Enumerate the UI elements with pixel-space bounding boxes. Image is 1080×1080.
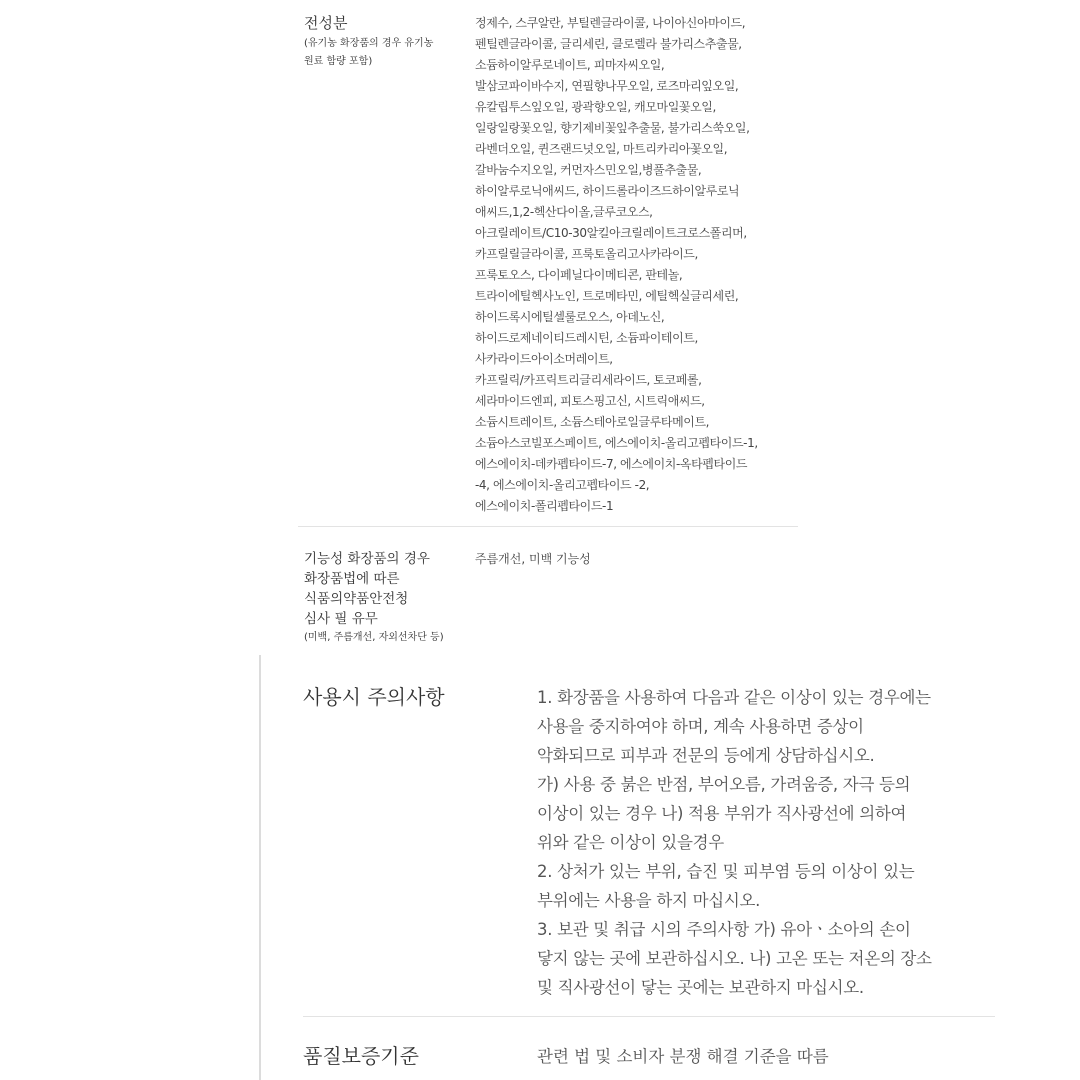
ingredients-subtitle-line-2: 원료 함량 포함)	[304, 56, 373, 67]
precautions-line: 가) 사용 중 붉은 반점, 부어오름, 가려움증, 자극 등의	[537, 775, 911, 794]
precautions-line: 부위에는 사용을 하지 마십시오.	[537, 891, 761, 910]
ingredients-line: 카프릴릴글라이콜, 프룩토올리고사카라이드,	[475, 247, 698, 261]
row-divider	[298, 526, 798, 527]
ingredients-line: 하이드록시에틸셀룰로오스, 아데노신,	[475, 310, 665, 324]
ingredients-line: 발삼코파이바수지, 연필향나무오일, 로즈마리잎오일,	[475, 79, 739, 93]
functional-label-line: 화장품법에 따른	[304, 571, 400, 587]
precautions-line: 악화되므로 피부과 전문의 등에게 상담하십시오.	[537, 746, 875, 765]
ingredients-line: 정제수, 스쿠알란, 부틸렌글라이콜, 나이아신아마이드,	[475, 16, 746, 30]
quality-label: 품질보증기준	[303, 1044, 419, 1068]
ingredients-title: 전성분	[304, 14, 348, 32]
precautions-line: 닿지 않는 곳에 보관하십시오. 나) 고온 또는 저온의 장소	[537, 949, 932, 968]
ingredients-line: 라벤더오일, 퀸즈랜드넛오일, 마트리카리아꽃오일,	[475, 142, 728, 156]
ingredients-line: 사카라이드아이소머레이트,	[475, 352, 613, 366]
ingredients-line: 아크릴레이트/C10-30알킬아크릴레이트크로스폴리머,	[475, 226, 747, 240]
quality-value: 관련 법 및 소비자 분쟁 해결 기준을 따름	[537, 1047, 829, 1066]
functional-label	[304, 549, 444, 646]
precautions-line: 1. 화장품을 사용하여 다음과 같은 이상이 있는 경우에는	[537, 688, 931, 707]
ingredients-line: 소듐시트레이트, 소듐스테아로일글루타메이트,	[475, 415, 710, 429]
ingredients-line: 세라마이드엔피, 피토스핑고신, 시트릭애씨드,	[475, 394, 705, 408]
ingredients-line: 일랑일랑꽃오일, 향기제비꽃잎추출물, 불가리스쑥오일,	[475, 121, 750, 135]
ingredients-label	[304, 12, 433, 70]
ingredients-line: -4, 에스에이치-올리고펩타이드 -2,	[475, 478, 650, 492]
ingredients-line: 소듐아스코빌포스페이트, 에스에이치-올리고펩타이드-1,	[475, 436, 758, 450]
ingredients-line: 애씨드,1,2-헥산다이올,글루코오스,	[475, 205, 653, 219]
precautions-line: 사용을 중지하여야 하며, 계속 사용하면 증상이	[537, 717, 864, 736]
precautions-line: 및 직사광선이 닿는 곳에는 보관하지 마십시오.	[537, 978, 864, 997]
functional-label-line: 심사 필 유무	[304, 611, 378, 627]
ingredients-line: 프룩토오스, 다이페닐다이메티콘, 판테놀,	[475, 268, 683, 282]
functional-label-line: 기능성 화장품의 경우	[304, 551, 430, 567]
functional-value: 주름개선, 미백 기능성	[475, 552, 591, 566]
ingredients-line: 트라이에틸헥사노인, 트로메타민, 에틸헥실글리세린,	[475, 289, 739, 303]
precautions-line: 3. 보관 및 취급 시의 주의사항 가) 유아ㆍ소아의 손이	[537, 920, 911, 939]
ingredients-line: 펜틸렌글라이콜, 글리세린, 클로렐라 불가리스추출물,	[475, 37, 742, 51]
ingredients-subtitle-line-1: (유기농 화장품의 경우 유기농	[304, 38, 434, 49]
functional-label-line: 식품의약품안전청	[304, 591, 409, 607]
ingredients-line: 하이드로제네이티드레시틴, 소듐파이테이트,	[475, 331, 698, 345]
precautions-line: 위와 같은 이상이 있을경우	[537, 833, 724, 852]
precautions-line: 2. 상처가 있는 부위, 습진 및 피부염 등의 이상이 있는	[537, 862, 915, 881]
ingredients-line: 하이알루로닉애씨드, 하이드롤라이즈드하이알루로닉	[475, 184, 740, 198]
ingredients-line: 유칼립투스잎오일, 광곽향오일, 캐모마일꽃오일,	[475, 100, 716, 114]
ingredients-line: 카프릴릭/카프릭트리글리세라이드, 토코페롤,	[475, 373, 702, 387]
functional-subtitle: (미백, 주름개선, 자외선차단 등)	[304, 632, 444, 643]
ingredients-line: 에스에이치-데카펩타이드-7, 에스에이치-옥타펩타이드	[475, 457, 748, 471]
precautions-line: 이상이 있는 경우 나) 적용 부위가 직사광선에 의하여	[537, 804, 907, 823]
precautions-label: 사용시 주의사항	[303, 685, 445, 709]
row-divider	[303, 1016, 995, 1017]
ingredients-line: 에스에이치-폴리펩타이드-1	[475, 499, 614, 513]
ingredients-line: 소듐하이알루로네이트, 피마자씨오일,	[475, 58, 665, 72]
ingredients-line: 갈바눔수지오일, 커먼자스민오일,병풀추출물,	[475, 163, 702, 177]
table-left-border	[259, 655, 261, 1080]
